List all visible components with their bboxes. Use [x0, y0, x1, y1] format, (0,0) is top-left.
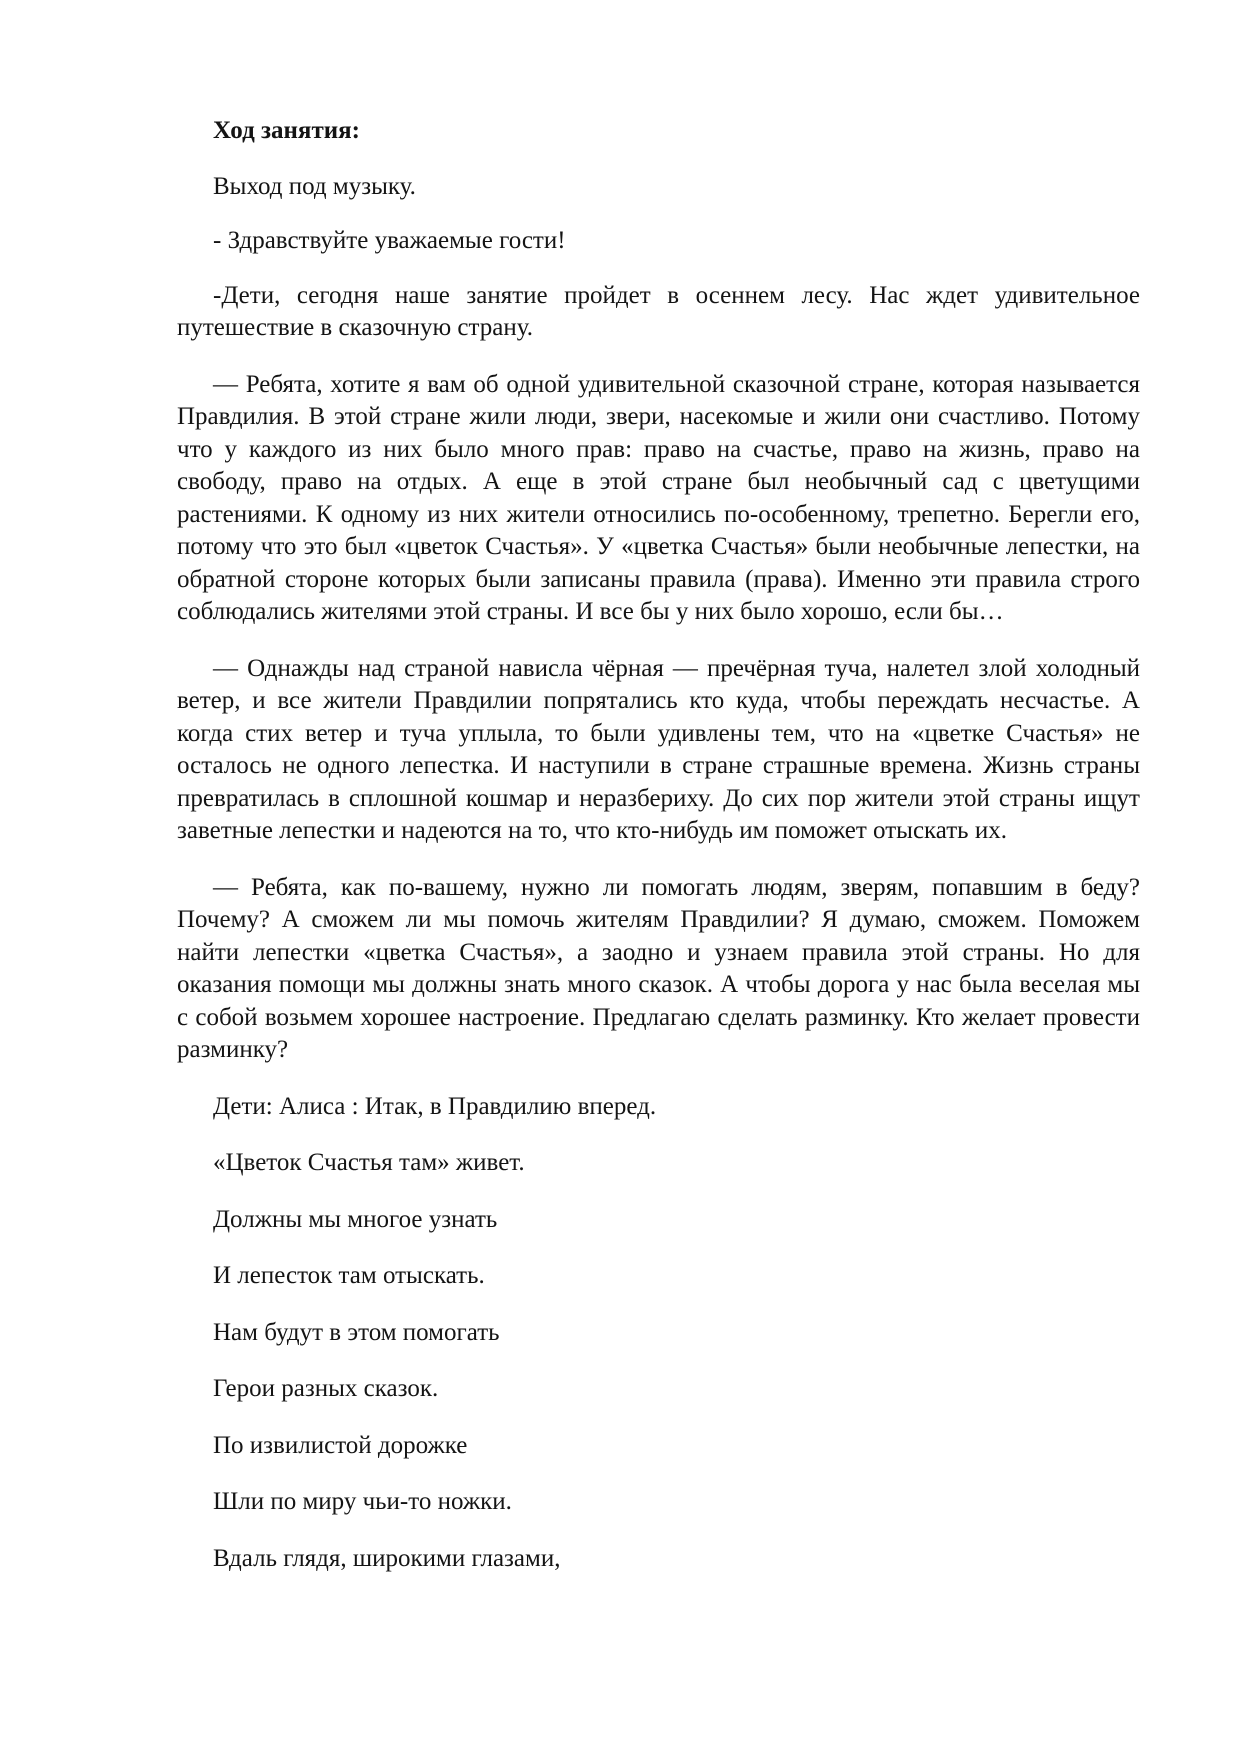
lesson-heading: Ход занятия: — [213, 117, 360, 144]
verse-line: Должны мы многое узнать — [213, 1205, 498, 1233]
verse-line: По извилистой дорожке — [213, 1431, 468, 1459]
verse-line: «Цветок Счастья там» живет. — [213, 1149, 525, 1176]
verse-line: Нам будут в этом помогать — [213, 1318, 500, 1346]
narrative-paragraph: — Ребята, как по-вашему, нужно ли помогать людям, зверям, попавшим в беду? Почему? А сможем ли мы помочь жителям Правдилии? Я думаю, сможем. Поможем найти лепестки «цветка Счастья», а заодно и узнаем правила этой страны. Но для оказания помощи мы должны знать много сказок. А чтобы дорога у нас была веселая мы с собой возьмем хорошее настроение. Предлагаю сделать разминку. Кто желает провести разминку? — [177, 873, 1140, 1063]
document-body — [177, 115, 1140, 1599]
narrative-paragraph: — Однажды над страной нависла чёрная — пречёрная туча, налетел злой холодный ветер, и все жители Правдилии попрятались кто куда, чтобы переждать несчастье. А когда стих ветер и туча уплыла, то были удивлены тем, что на «цветке Счастья» не осталось не одного лепестка. И наступили в стране страшные времена. Жизнь страны превратилась в сплошной кошмар и неразбериху. До сих пор жители этой страны ищут заветные лепестки и надеются на то, что кто-нибудь им поможет отыскать их. — [177, 654, 1140, 844]
narrative-paragraph: -Дети, сегодня наше занятие пройдет в осеннем лесу. Нас ждет удивительное путешествие в сказочную страну. — [177, 281, 1140, 341]
narrative-paragraph: — Ребята, хотите я вам об одной удивительной сказочной стране, которая называется Правдилия. В этой стране жили люди, звери, насекомые и жили они счастливо. Потому что у каждого из них было много прав: право на счастье, право на жизнь, право на свободу, право на отдых. А еще в этой стране был необычный сад с цветущими растениями. К одному из них жители относились по-особенному, трепетно. Берегли его, потому что это был «цветок Счастья». У «цветка Счастья» были необычные лепестки, на обратной стороне которых были записаны правила (права). Именно эти правила строго соблюдались жителями этой страны. И все бы у них было хорошо, если бы… — [177, 370, 1140, 625]
verse-line: Герои разных сказок. — [213, 1375, 439, 1402]
intro-line: Выход под музыку. — [213, 172, 416, 200]
intro-line: - Здравствуйте уважаемые гости! — [213, 227, 566, 254]
verse-line: Шли по миру чьи-то ножки. — [213, 1488, 512, 1515]
verse-line: Дети: Алиса : Итак, в Правдилию вперед. — [213, 1092, 657, 1120]
verse-line: Вдаль глядя, широкими глазами, — [213, 1544, 561, 1572]
verse-line: И лепесток там отыскать. — [213, 1262, 485, 1289]
